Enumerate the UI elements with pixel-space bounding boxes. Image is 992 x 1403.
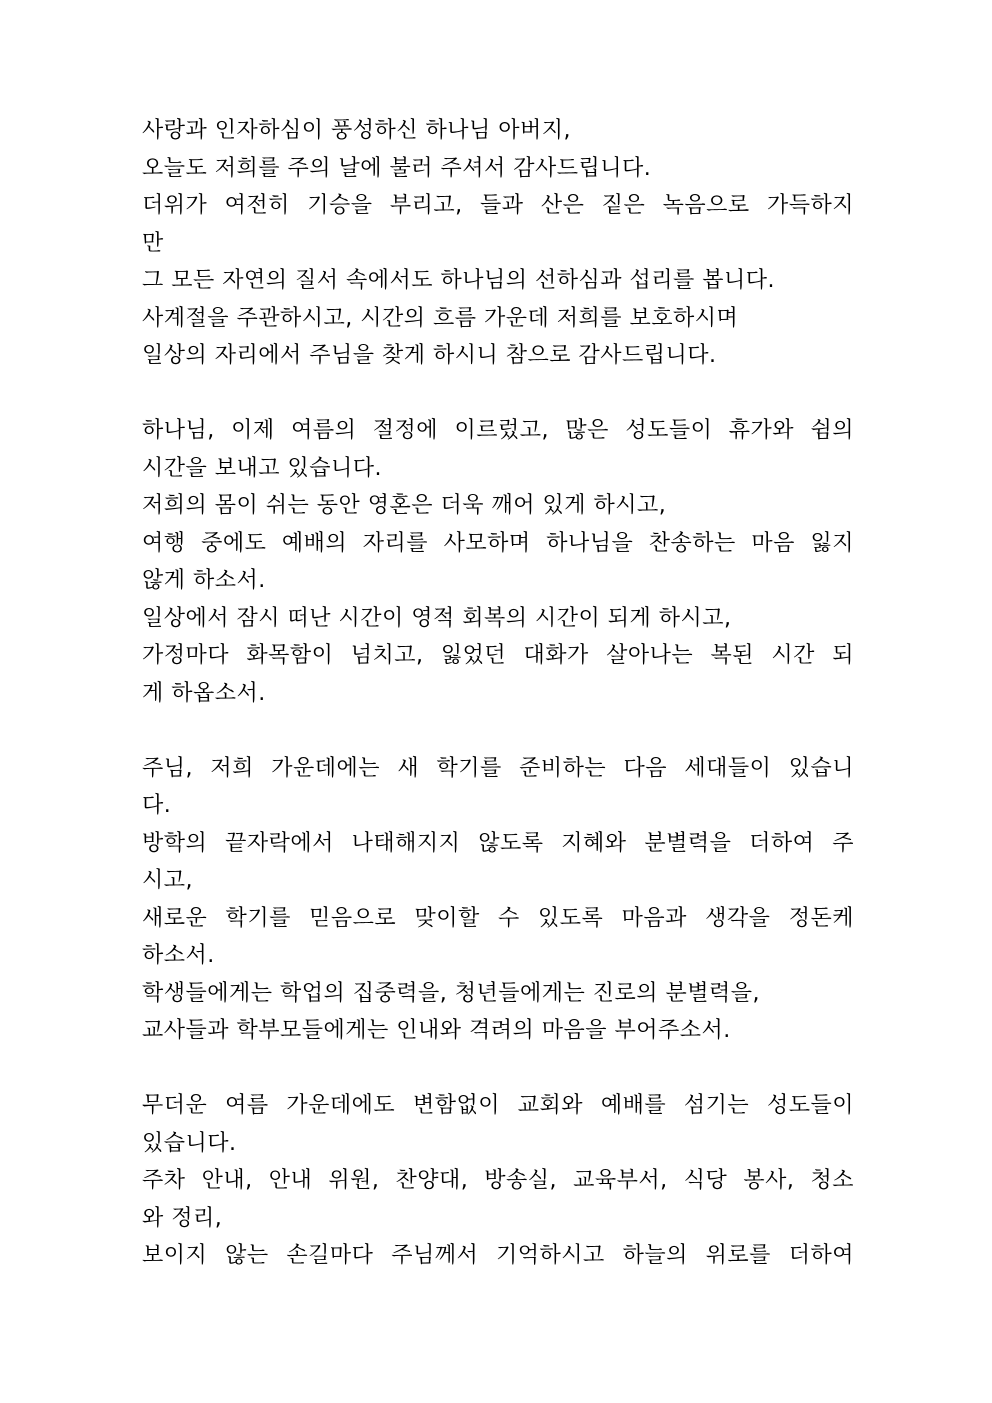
text-line: 사랑과 인자하심이 풍성하신 하나님 아버지,: [142, 118, 572, 143]
text-line: 다.: [142, 793, 172, 818]
text-line: 새로운 학기를 믿음으로 맞이할 수 있도록 마음과 생각을 정돈케: [142, 905, 854, 931]
text-line: 가정마다 화목함이 넘치고, 잃었던 대화가 살아나는 복된 시간 되: [142, 643, 854, 668]
paragraph-spacer: [142, 375, 854, 413]
text-line: 일상에서 잠시 떠난 시간이 영적 회복의 시간이 되게 하시고,: [142, 605, 732, 631]
text-line: 않게 하소서.: [142, 568, 266, 593]
paragraph: [142, 750, 854, 1050]
text-line: 방학의 끝자락에서 나태해지지 않도록 지혜와 분별력을 더하여 주: [142, 830, 854, 856]
text-line: 오늘도 저희를 주의 날에 불러 주셔서 감사드립니다.: [142, 155, 652, 181]
prayer-text-body: [142, 112, 854, 1275]
text-line: 시고,: [142, 868, 193, 893]
text-line: 학생들에게는 학업의 집중력을, 청년들에게는 진로의 분별력을,: [142, 980, 761, 1006]
text-line: 무더운 여름 가운데에도 변함없이 교회와 예배를 섬기는 성도들이: [142, 1093, 854, 1118]
paragraph: [142, 412, 854, 712]
paragraph-spacer: [142, 712, 854, 750]
text-line: 주님, 저희 가운데에는 새 학기를 준비하는 다음 세대들이 있습니: [142, 755, 854, 781]
text-line: 사계절을 주관하시고, 시간의 흐름 가운데 저희를 보호하시며: [142, 305, 739, 331]
paragraph-spacer: [142, 1050, 854, 1088]
text-line: 시간을 보내고 있습니다.: [142, 455, 383, 481]
text-line: 더위가 여전히 기승을 부리고, 들과 산은 짙은 녹음으로 가득하지: [142, 193, 854, 218]
text-line: 그 모든 자연의 질서 속에서도 하나님의 선하심과 섭리를 봅니다.: [142, 268, 775, 293]
text-line: 하나님, 이제 여름의 절정에 이르렀고, 많은 성도들이 휴가와 쉼의: [142, 418, 854, 443]
text-line: 일상의 자리에서 주님을 찾게 하시니 참으로 감사드립니다.: [142, 343, 717, 368]
text-line: 있습니다.: [142, 1130, 237, 1156]
text-line: 와 정리,: [142, 1205, 223, 1231]
text-line: 교사들과 학부모들에게는 인내와 격려의 마음을 부어주소서.: [142, 1018, 731, 1043]
paragraph: [142, 1087, 854, 1275]
text-line: 주차 안내, 안내 위원, 찬양대, 방송실, 교육부서, 식당 봉사, 청소: [142, 1168, 854, 1193]
text-line: 여행 중에도 예배의 자리를 사모하며 하나님을 찬송하는 마음 잃지: [142, 530, 854, 556]
text-line: 하소서.: [142, 943, 215, 968]
text-line: 저희의 몸이 쉬는 동안 영혼은 더욱 깨어 있게 하시고,: [142, 493, 667, 518]
paragraph: [142, 112, 854, 375]
text-line: 게 하옵소서.: [142, 680, 266, 706]
text-line: 보이지 않는 손길마다 주님께서 기억하시고 하늘의 위로를 더하여: [142, 1243, 854, 1268]
text-line: 만: [142, 230, 164, 256]
